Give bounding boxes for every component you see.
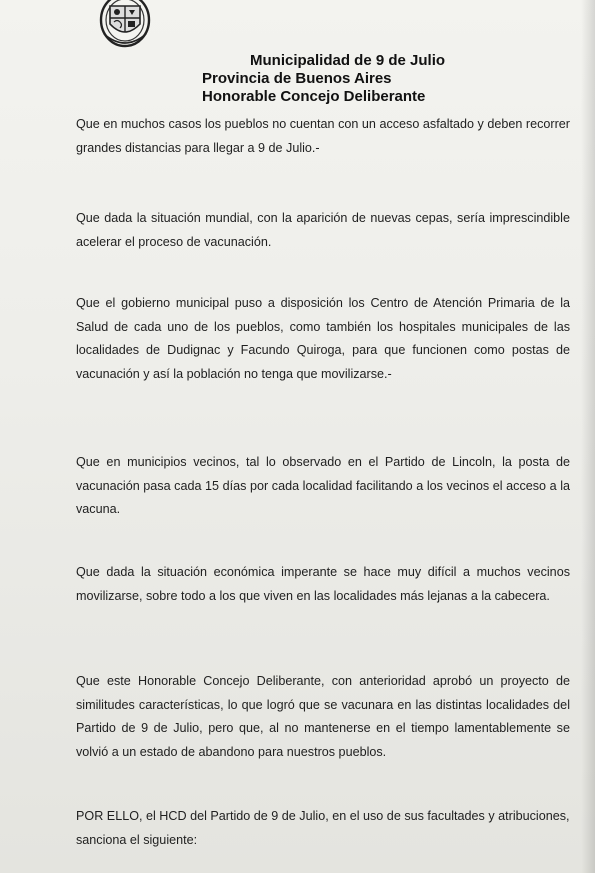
paragraph-5: Que dada la situación económica imperante se hace muy difícil a muchos vecinos movilizarse, sobre todo a los que viven en las localidades más lejanas a la cabecera. [76,565,570,603]
paragraph-6: Que este Honorable Concejo Deliberante, con anterioridad aprobó un proyecto de similitudes características, lo que logró que se vacunara en las distintas localidades del Partido de 9 de Julio, pero que, al no mantenerse en el tiempo lamentablemente se volvió a un estado de abandono para nuestros pueblos. [76,674,570,759]
page-shadow [581,0,595,873]
header-municipality: Municipalidad de 9 de Julio [250,52,446,69]
paragraph-4: Que en municipios vecinos, tal lo observado en el Partido de Lincoln, la posta de vacunación pasa cada 15 días por cada localidad facilitando a los vecinos el acceso a la vacuna. [76,455,570,516]
header-province: Provincia de Buenos Aires [202,70,392,87]
municipal-seal-icon [98,0,152,50]
paragraph-7: POR ELLO, el HCD del Partido de 9 de Julio, en el uso de sus facultades y atribuciones, sanciona el siguiente: [76,809,570,847]
paragraph-3: Que el gobierno municipal puso a disposición los Centro de Atención Primaria de la Salud de cada uno de los pueblos, como también los hospitales municipales de las localidades de Dudignac y Facundo Quiroga, para que funcionen como postas de vacunación y así la población no tenga que movilizarse.- [76,296,570,381]
header-council: Honorable Concejo Deliberante [202,88,426,105]
document-header [200,52,530,106]
paragraph-2: Que dada la situación mundial, con la aparición de nuevas cepas, sería imprescindible acelerar el proceso de vacunación. [76,211,570,249]
paragraph-1: Que en muchos casos los pueblos no cuentan con un acceso asfaltado y deben recorrer grandes distancias para llegar a 9 de Julio.- [76,117,570,155]
